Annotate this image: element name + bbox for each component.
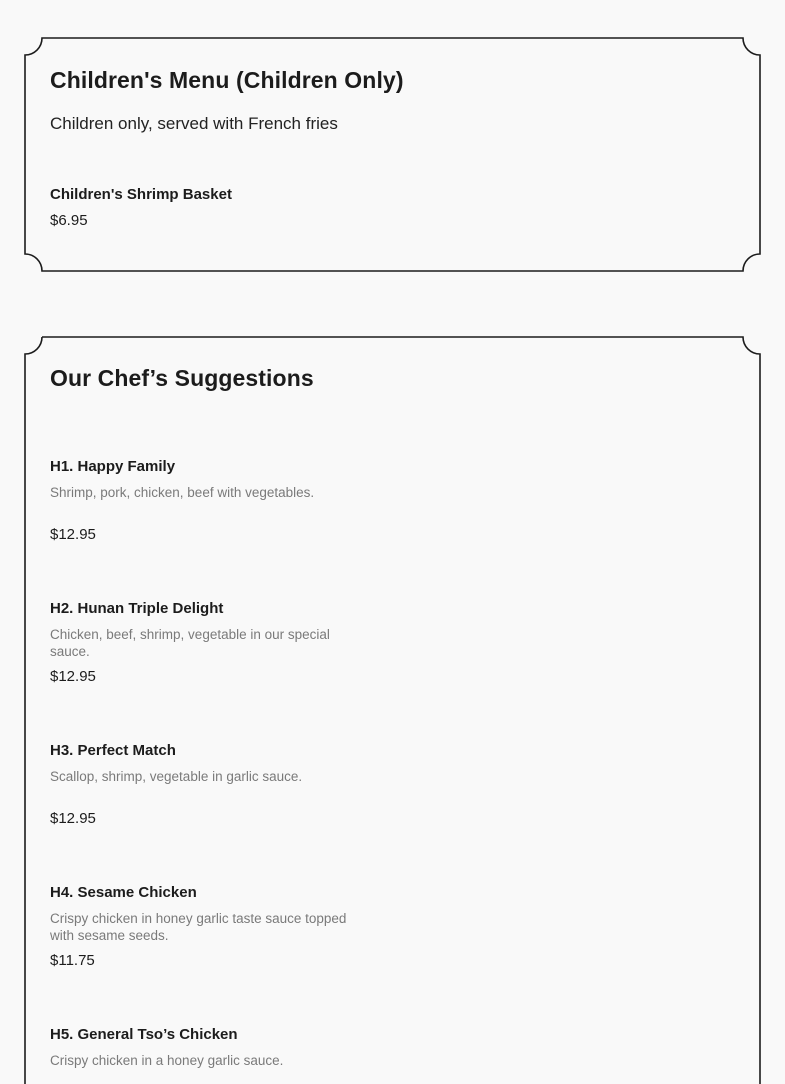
menu-item-name: H4. Sesame Chicken bbox=[50, 884, 197, 901]
menu-item-name: H5. General Tso’s Chicken bbox=[50, 1026, 238, 1043]
menu-item-description: Chicken, beef, shrimp, vegetable in our special sauce. bbox=[50, 627, 330, 659]
menu-item-price: $11.75 bbox=[50, 952, 95, 969]
menu-item-name: H1. Happy Family bbox=[50, 458, 176, 475]
menu-item-description: Crispy chicken in a honey garlic sauce. bbox=[50, 1053, 284, 1068]
section-description: Children only, served with French fries bbox=[50, 114, 338, 133]
menu-item-description: Scallop, shrimp, vegetable in garlic sauce. bbox=[50, 769, 303, 784]
menu-item-description: Crispy chicken in honey garlic taste sauce topped with sesame seeds. bbox=[50, 911, 347, 943]
section-title: Children's Menu (Children Only) bbox=[50, 67, 404, 93]
menu-item-price: $6.95 bbox=[50, 212, 88, 229]
menu-item-name: Children's Shrimp Basket bbox=[50, 186, 232, 203]
menu-item-price: $12.95 bbox=[50, 810, 96, 827]
menu-item-price: $12.95 bbox=[50, 668, 96, 685]
menu-item-price: $12.95 bbox=[50, 526, 96, 543]
section-title: Our Chef’s Suggestions bbox=[50, 365, 314, 391]
card-border bbox=[24, 336, 761, 1084]
childrens-menu-card bbox=[24, 37, 761, 272]
menu-item-description: Shrimp, pork, chicken, beef with vegetables. bbox=[50, 485, 315, 500]
menu-item-name: H2. Hunan Triple Delight bbox=[50, 600, 224, 617]
menu-item-name: H3. Perfect Match bbox=[50, 742, 176, 759]
chefs-suggestions-card bbox=[24, 336, 761, 1084]
